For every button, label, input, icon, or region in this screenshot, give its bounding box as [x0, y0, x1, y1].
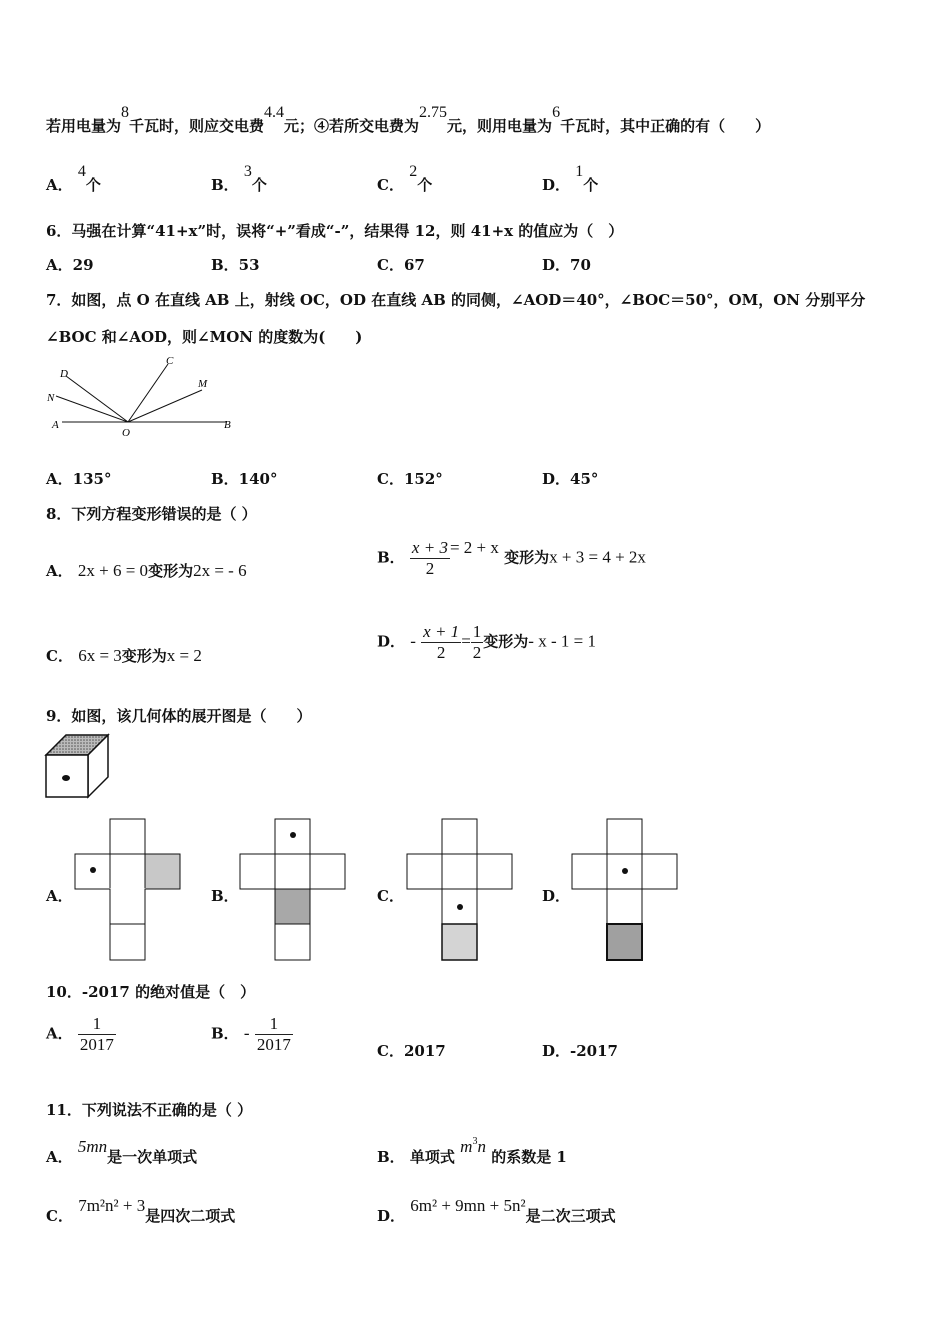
net-square-shaded — [607, 924, 642, 960]
fraction — [410, 538, 450, 579]
net-square — [275, 854, 310, 889]
option-letter: D． — [377, 1207, 406, 1225]
net-square — [477, 854, 512, 889]
net-square — [240, 854, 275, 889]
transform-text: 变形为 — [148, 562, 194, 580]
denominator: 2017 — [79, 1035, 114, 1054]
q9-option-c[interactable]: C． — [377, 887, 404, 905]
denominator: 2 — [436, 643, 446, 662]
q5-value-2: 4.4 — [264, 104, 285, 121]
q5-tail-line — [46, 104, 771, 136]
denominator: 2 — [472, 643, 482, 662]
q5-option-b[interactable] — [211, 163, 267, 195]
q6-option-b[interactable]: B．53 — [211, 256, 260, 274]
q8-option-a[interactable] — [46, 560, 247, 581]
q10-option-a[interactable] — [46, 1014, 116, 1055]
option-letter: B． — [211, 1024, 239, 1043]
denominator: 2017 — [256, 1035, 291, 1054]
option-letter: B． — [377, 548, 405, 567]
net-square — [110, 854, 145, 889]
q8-stem: 8．下列方程变形错误的是（ ） — [46, 505, 257, 523]
numerator: 1 — [255, 1014, 293, 1035]
ray-od — [66, 376, 128, 422]
net-square — [607, 819, 642, 854]
q5-text-4: 元，则用电量为 — [447, 117, 553, 135]
option-letter: C． — [377, 176, 404, 194]
option-letter: D． — [377, 632, 406, 651]
statement-prefix: 单项式 — [409, 1148, 455, 1166]
fraction — [78, 1014, 116, 1055]
q9-net-c[interactable] — [404, 818, 516, 964]
q7-option-d[interactable]: D．45° — [542, 470, 599, 488]
q5-value-1: 8 — [121, 104, 130, 121]
denominator: 2 — [425, 559, 435, 578]
expression: 5mn — [77, 1137, 108, 1156]
statement-text: 的系数是 1 — [491, 1148, 567, 1166]
option-letter: B． — [377, 1148, 405, 1166]
expression: 7m²n² + 3 — [78, 1196, 146, 1215]
option-value: 1 — [575, 163, 584, 180]
label-a: A — [52, 419, 59, 431]
fraction-left — [421, 622, 461, 663]
net-square — [442, 819, 477, 854]
equals-sign: = — [461, 631, 471, 651]
net-square — [607, 889, 642, 924]
option-unit: 个 — [85, 176, 101, 194]
option-letter: B． — [211, 176, 239, 194]
net-square — [275, 924, 310, 960]
q5-text-3: 元；④若所交电费为 — [284, 117, 420, 135]
net-square — [407, 854, 442, 889]
net-square-shaded — [275, 889, 310, 924]
option-unit: 个 — [417, 176, 433, 194]
q8-option-d[interactable] — [377, 622, 596, 663]
net-square — [642, 854, 677, 889]
transform-text: 变形为 — [121, 647, 167, 665]
minus-sign: - — [410, 631, 416, 651]
net-square — [572, 854, 607, 889]
q5-value-3: 2.75 — [419, 104, 448, 121]
fraction-right — [471, 622, 484, 663]
q7-option-c[interactable]: C．152° — [377, 470, 443, 488]
q8-option-c[interactable] — [46, 645, 202, 666]
label-o: O — [122, 427, 130, 439]
q11-stem: 11．下列说法不正确的是（ ） — [46, 1101, 253, 1119]
q5-option-c[interactable] — [377, 163, 433, 195]
q7-option-b[interactable]: B．140° — [211, 470, 278, 488]
q9-stem: 9．如图，该几何体的展开图是（ ） — [46, 707, 312, 725]
net-dot — [90, 867, 96, 873]
q9-net-b[interactable] — [237, 818, 349, 964]
q5-value-4: 6 — [552, 104, 561, 121]
q5-option-a[interactable] — [46, 163, 101, 195]
transform-text: 变形为 — [504, 548, 550, 567]
q10-stem: 10．-2017 的绝对值是（ ） — [46, 983, 256, 1001]
equation-after: 2x = - 6 — [193, 561, 247, 580]
q10-option-c[interactable]: C．2017 — [377, 1042, 446, 1060]
option-value: 2 — [409, 163, 418, 180]
q5-text-5: 千瓦时，其中正确的有（ ） — [560, 117, 771, 135]
option-letter: C． — [46, 647, 73, 665]
option-letter: A． — [46, 176, 73, 194]
label-n: N — [47, 392, 55, 404]
equation-before: 6x = 3 — [78, 646, 122, 665]
label-c: C — [166, 355, 174, 367]
net-square — [110, 889, 145, 924]
q6-option-d[interactable]: D．70 — [542, 256, 591, 274]
q10-option-b[interactable] — [211, 1014, 293, 1055]
equation-after: x + 3 = 4 + 2x — [549, 547, 646, 567]
option-value: 3 — [243, 163, 252, 180]
expression-base: m — [460, 1137, 473, 1156]
q5-text-2: 千瓦时，则应交电费 — [129, 117, 265, 135]
q7-stem-line2: ∠BOC 和∠AOD，则∠MON 的度数为( ) — [46, 328, 363, 346]
q9-cube-figure — [44, 733, 114, 803]
option-unit: 个 — [583, 176, 599, 194]
q9-option-d[interactable]: D． — [542, 887, 571, 905]
option-letter: A． — [46, 1148, 73, 1166]
equation-rhs: = 2 + x — [449, 537, 499, 557]
ray-on — [56, 396, 128, 422]
q5-text-1: 若用电量为 — [46, 117, 122, 135]
expression-variable: n — [477, 1137, 486, 1156]
q6-stem: 6．马强在计算“41+x”时，误将“+”看成“-”，结果得 12，则 41+x 的值应为（ ） — [46, 222, 624, 240]
statement-text: 是一次单项式 — [107, 1148, 198, 1166]
net-square — [110, 819, 145, 854]
net-square — [110, 924, 145, 960]
option-value: 4 — [77, 163, 86, 180]
statement-text: 是二次三项式 — [525, 1207, 616, 1225]
label-b: B — [224, 419, 231, 431]
q10-option-d[interactable]: D．-2017 — [542, 1042, 618, 1060]
q5-option-d[interactable] — [542, 163, 599, 195]
transform-text: 变形为 — [483, 632, 529, 651]
expression: 6m² + 9mn + 5n² — [410, 1196, 526, 1215]
option-unit: 个 — [251, 176, 267, 194]
option-letter: A． — [46, 562, 73, 580]
q9-option-a[interactable]: A． — [46, 887, 73, 905]
q11-option-b[interactable] — [377, 1136, 567, 1167]
q8-option-b[interactable] — [377, 538, 646, 579]
numerator: x + 1 — [423, 622, 460, 641]
net-square — [310, 854, 345, 889]
numerator: x + 3 — [411, 538, 448, 557]
q11-option-a[interactable] — [46, 1137, 198, 1167]
q7-stem-line1: 7．如图，点 O 在直线 AB 上，射线 OC，OD 在直线 AB 的同侧，∠AOD＝40°，∠BOC＝50°，OM，ON 分别平分 — [46, 291, 866, 309]
net-dot — [290, 832, 296, 838]
net-square-shaded — [145, 854, 180, 889]
q7-angle-figure — [44, 352, 244, 442]
numerator: 1 — [472, 622, 482, 641]
q9-option-b[interactable]: B． — [211, 887, 239, 905]
equation-after: - x - 1 = 1 — [528, 631, 596, 651]
q9-net-d[interactable] — [569, 818, 681, 964]
net-square — [442, 854, 477, 889]
label-d: D — [60, 368, 68, 380]
net-dot — [622, 868, 628, 874]
q9-net-a[interactable] — [72, 818, 184, 964]
equation-after: x = 2 — [166, 646, 202, 665]
equation-before: 2x + 6 = 0 — [77, 561, 149, 580]
q7-option-a[interactable]: A．135° — [46, 470, 112, 488]
numerator: 1 — [78, 1014, 116, 1035]
net-dot — [457, 904, 463, 910]
expression-exponent: 3 — [472, 1136, 478, 1147]
statement-text: 是四次二项式 — [145, 1207, 236, 1225]
option-letter: A． — [46, 1024, 73, 1043]
q11-option-d[interactable] — [377, 1196, 616, 1226]
label-m: M — [198, 378, 208, 390]
minus-sign: - — [243, 1023, 250, 1043]
net-square-shaded — [442, 924, 477, 960]
fraction — [255, 1014, 293, 1055]
q11-option-c[interactable] — [46, 1196, 236, 1226]
q6-option-c[interactable]: C．67 — [377, 256, 425, 274]
option-letter: D． — [542, 176, 571, 194]
option-letter: C． — [46, 1207, 73, 1225]
q6-option-a[interactable]: A．29 — [46, 256, 94, 274]
cube-dot — [62, 775, 70, 781]
